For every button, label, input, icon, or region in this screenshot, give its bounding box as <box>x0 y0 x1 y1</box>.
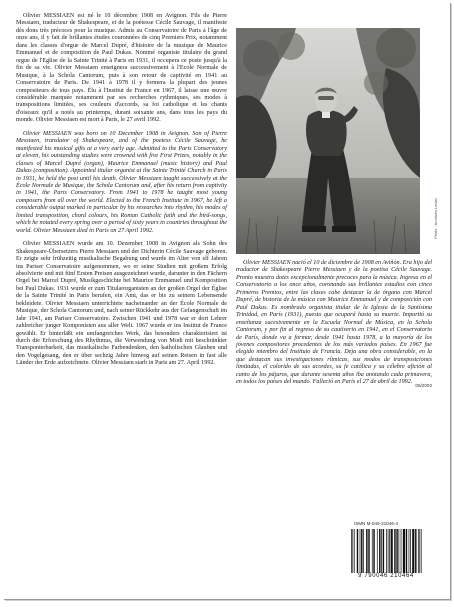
barcode-number: 9 790046 210464 <box>358 573 414 579</box>
barcode-bar <box>418 529 419 573</box>
barcode-bar <box>410 529 411 573</box>
barcode-bar <box>394 529 395 573</box>
barcode-bar <box>354 529 355 573</box>
barcode-bar <box>363 529 364 573</box>
barcode-bar <box>403 529 405 573</box>
print-date-code: 05/2002 <box>415 383 432 388</box>
barcode-bar <box>360 529 361 573</box>
barcode-bar <box>351 529 352 573</box>
photo-credit: Photo : Archives Leduc <box>433 198 438 239</box>
barcode-bar <box>381 529 382 573</box>
barcode-bar <box>386 529 387 573</box>
barcode-bar <box>361 529 362 573</box>
portrait-image <box>236 28 420 254</box>
barcode-bar <box>409 529 410 573</box>
ismn-label: ISMN M-046-21046-4 <box>354 521 399 526</box>
barcode-bar <box>401 529 402 573</box>
barcode-bar <box>389 529 390 573</box>
barcode-bar <box>406 529 407 573</box>
barcode-bar <box>399 529 400 573</box>
barcode-bar <box>391 529 393 573</box>
biography-english: Olivier MESSIAEN was born on 10 December 1908 in Avignon. Son of Pierre Messiaen, translator of Shakespeare, and of the poetess Cécile Sauvage, he manifested his musical gifts at a very early age. Admitted to the Paris Conservatory at eleven, his outstanding studies were crowned with five First Prizes, notably in the classes of Marcel Dupré (organ), Maurice Emmanuel (music history) and Paul Dukas (composition). Appointed titular organist at the Sainte Trinité Church in Paris in 1931, he held the post until his death. Olivier Messiaen taught successively at the École Normale de Musique, the Schola Cantorum and, after his return from captivity in 1941, the Paris Conservatory. From 1941 to 1978 he taught most young composers from all over the world. Elected to the French Institute in 1967, he left a considerable output marked in particular by his researches into rhythm, his modes of limited transposition, chord colours, his Roman Catholic faith and the bird-songs, which he notated every spring over a period of sixty years in countries throughout the world. Olivier Messiaen died in Paris on 27 April 1992. <box>16 130 227 234</box>
barcode-bar <box>379 529 380 573</box>
barcode-bar <box>368 529 369 573</box>
barcode-bar <box>412 529 414 573</box>
barcode-bar <box>415 529 416 573</box>
barcode-bar <box>373 529 374 573</box>
biography-german: Olivier MESSIAEN wurde am 10. Dezember 1908 in Avignon als Sohn des Shakespeare-Übersetzers Pierre Messiaen und der Dichterin Cécile Sauvage geboren. Er zeigte sehr frühzeitig musikalische Begabung und wurde im Alter von elf Jahren ins Pariser Conservatoire aufgenommen, wo er seine Studien mit großem Erfolg absolvierte und mit fünf Ersten Preisen ausgezeichnet wurde, darunter in den Fächern Orgel bei Marcel Dupré, Musikgeschichte bei Maurice Emmanuel und Komposition bei Paul Dukas. 1931 wurde er zum Titularorganisten an der großen Orgel der Église de la Sainte Trinité in Paris berufen, ein Amt, das er bis zu seinem Lebensende bekleidete. Olivier Messiaen unterrichtete nacheinander an der École Normale de Musique, der Schola Cantorum und, nach seiner Rückkehr aus der Gefangenschaft im Jahr 1941, am Pariser Conservatoire. Zwischen 1941 und 1978 war er dort Lehrer zahlreicher junger Komponisten aus aller Welt. 1967 wurde er ins Institut de France gewählt. Er hinterläßt ein umfangreiches Werk, das besonders charakterisiert ist durch die Erforschung des Rhythmus, die Verwendung von Modi mit beschränkter Transponierbarkeit, das musikalische Farbendenken, den katholischen Glauben und den Vogelgesang, den er über sechzig Jahre hinweg auf seinen Reisen in fast alle Länder der Erde aufzeichnete. Olivier Messiaen starb in Paris am 27. April 1992. <box>16 241 227 367</box>
barcode-bar <box>383 529 384 573</box>
barcode-bar <box>388 529 389 573</box>
portrait-photo <box>236 28 438 254</box>
barcode-bar <box>396 529 397 573</box>
biography-french: Olivier MESSIAEN est né le 10 décembre 1908 en Avignon. Fils de Pierre Messiaen, traducteur de Shakespeare, et de la poétesse Cécile Sauvage, il manifeste dès dons très précoces pour la musique. Admis au Conservatoire de Paris à l'âge de onze ans, il y fait de brillantes études couronnées de cinq Premiers Prix, notamment dans les classes d'orgue de Marcel Dupré, d'histoire de la musique de Maurice Emmanuel et de composition de Paul Dukas. Nommé organiste titulaire du grand orgue de l'Eglise de la Sainte Trinité à Paris en 1931, il occupera ce poste jusqu'à la fin de sa vie. Olivier Messiaen enseignera successivement à l'Ecole Normale de Musique, à la Schola Cantorum, puis à son retour de captivité en 1941 au Conservatoire de Paris. De 1941 à 1978 il y formera la plupart des jeunes compositeurs de tous pays. Élu à l'Institut de France en 1967, il laisse une œuvre considérable marquée notamment par ses recherches rythmiques, ses modes à transpositions limitées, ses couleurs d'accords, sa foi catholique et les chants d'oiseaux qu'il a notés au printemps, durant soixante ans, dans tous les pays du monde. Olivier Messiaen est mort à Paris, le 27 avril 1992. <box>16 13 227 124</box>
biography-spanish: Olivier MESSIAEN nació el 10 de diciembre de 1908 en Aviñón. Era hijo del traductor de Shakespeare Pierre Messiaen y de la poetisa Cécile Sauvage. Pronto muestra dotes excepcionalmente precoces para la música. Ingresa en el Conservatorio a los once años, coronando sus brillantes estudios con cinco Primeros Premios, entre las clases cabe destacar la de órgano con Marcel Dupré, de historia de la música con Maurice Emmanuel y de composición con Paul Dukas. Es nombrado organista titular de la Iglesia de la Santísima Trinidad, en París (1931), puesto que ocupará hasta su muerte. Impartió su enseñanza sucesivamente en la Escuela Normal de Música, en la Schola Cantorum, y por fin al regreso de su cautiverio en 1941, en el Conservatorio de París, donde va a formar, desde 1941 hasta 1978, a la mayoría de los jóvenes compositores procedentes de los más variados países. En 1967 fue elegido miembro del Instituto de Francia. Deja una obra considerable, en la que destacan sus investigaciones rítmicas, sus modos de transposiciones limitadas, el colorido de sus acordes, su fe católica y su célebre afición al canto de los pájaros, que durante sesenta años iba anotando cada primavera, en todos los países del mundo. Falleció en París el 27 de abril de 1992. <box>236 260 432 386</box>
right-column <box>236 28 438 387</box>
barcode <box>349 529 427 579</box>
barcode-bar <box>372 529 373 573</box>
barcode-bar <box>419 529 420 573</box>
barcode-bar <box>377 529 378 573</box>
barcode-bar <box>357 529 358 573</box>
booklet-page <box>4 3 451 600</box>
barcode-bar <box>366 529 367 573</box>
barcode-bar <box>352 529 353 573</box>
left-text-column <box>16 13 227 374</box>
barcode-bar <box>421 529 422 573</box>
